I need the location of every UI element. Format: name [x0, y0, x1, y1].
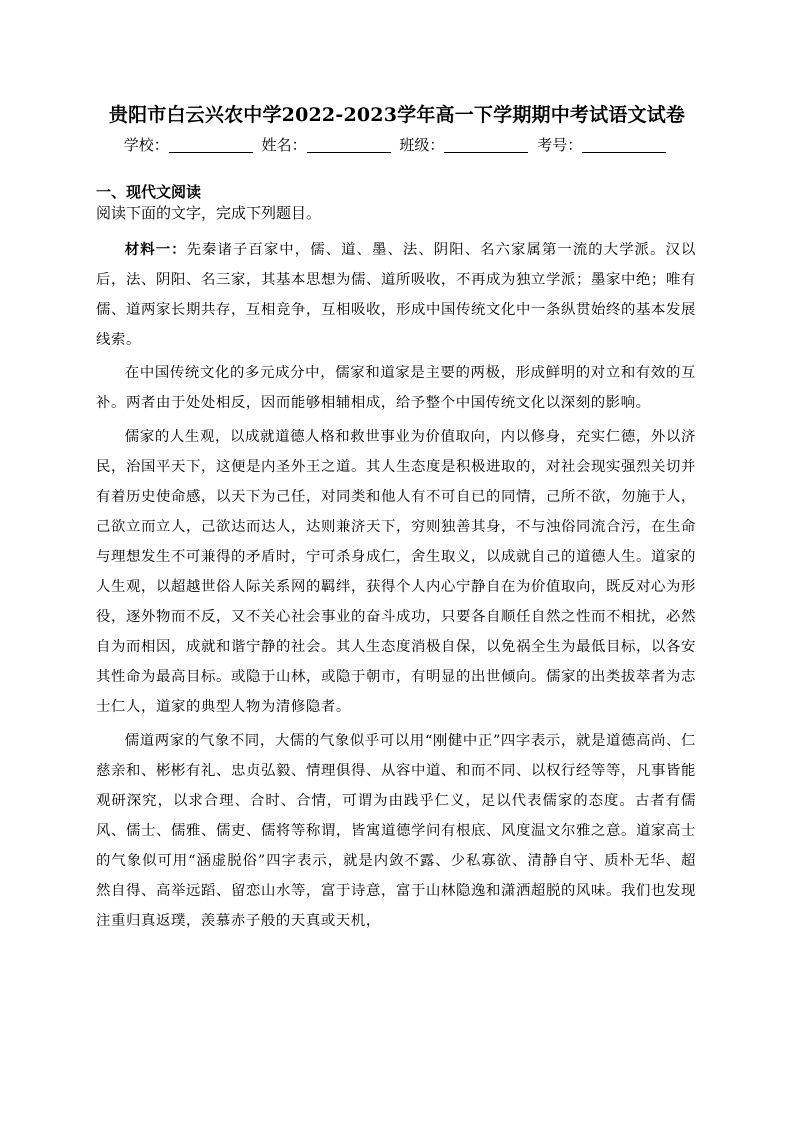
paragraph: 儒家的人生观，以成就道德人格和救世事业为价值取向，内以修身，充实仁德，外以济民，治国平天下，这便是内圣外王之道。其人生态度是积极进取的，对社会现实强烈关切并有着历史使命感，以天下为己任，对同类和他人有不可自已的同情，己所不欲，勿施于人，己欲立而立人，己欲达而达人，达则兼济天下，穷则独善其身，不与浊俗同流合污，在生命与理想发生不可兼得的矛盾时，宁可杀身成仁，舍生取义，以成就自己的道德人生。道家的人生观，以超越世俗人际关系网的羁绊，获得个人内心宁静自在为价值取向，既反对心为形役，逐外物而不反，又不关心社会事业的奋斗成功，只要各自顺任自然之性而不相扰，必然自为而相因，成就和谐宁静的社会。其人生态度消极自保，以免祸全生为最低目标，以各安其性命为最高目标。或隐于山林，或隐于朝市，有明显的出世倾向。儒家的出类拔萃者为志士仁人，道家的典型人物为清修隐者。	[96, 428, 696, 716]
exam-number-label: 考号：	[537, 136, 583, 154]
section-heading: 一、现代文阅读	[96, 183, 202, 201]
exam-number-blank[interactable]	[582, 137, 666, 153]
paragraph	[96, 235, 696, 355]
reading-passage	[96, 235, 696, 939]
school-blank[interactable]	[169, 137, 253, 153]
exam-title: 贵阳市白云兴农中学2022-2023学年高一下学期期中考试语文试卷	[108, 104, 686, 126]
material-label: 材料一：	[124, 241, 187, 258]
name-label: 姓名：	[261, 136, 307, 154]
class-label: 班级：	[399, 136, 445, 154]
school-label: 学校：	[123, 136, 169, 154]
paragraph-text: 先秦诸子百家中，儒、道、墨、法、阴阳、名六家属第一流的大学派。汉以后，法、阴阳、名三家，其基本思想为儒、道所吸收，不再成为独立学派；墨家中绝；唯有儒、道两家长期共存，互相竞争，互相吸收，形成中国传统文化中一条纵贯始终的基本发展线索。	[96, 242, 696, 349]
paragraph: 在中国传统文化的多元成分中，儒家和道家是主要的两极，形成鲜明的对立和有效的互补。两者由于处处相反，因而能够相辅相成，给予整个中国传统文化以深刻的影响。	[96, 365, 696, 412]
paragraph: 儒道两家的气象不同，大儒的气象似乎可以用“刚健中正”四字表示，就是道德高尚、仁慈亲和、彬彬有礼、忠贞弘毅、情理俱得、从容中道、和而不同、以权行经等等，凡事皆能观研深究，以求合理、合时、合情，可谓为由践乎仁义，足以代表儒家的态度。古者有儒风、儒士、儒雅、儒吏、儒将等称谓，皆寓道德学问有根底、风度温文尔雅之意。道家高士的气象似可用“涵虚脱俗”四字表示，就是内敛不露、少私寡欲、清静自守、质朴无华、超然自得、高举远蹈、留恋山水等，富于诗意，富于山林隐逸和潇洒超脱的风味。我们也发现注重归真返璞，羡慕赤子般的天真或天机，	[96, 732, 696, 930]
instruction: 阅读下面的文字，完成下列题目。	[96, 204, 322, 222]
class-blank[interactable]	[444, 137, 528, 153]
student-info-line	[60, 133, 734, 157]
name-blank[interactable]	[307, 137, 391, 153]
